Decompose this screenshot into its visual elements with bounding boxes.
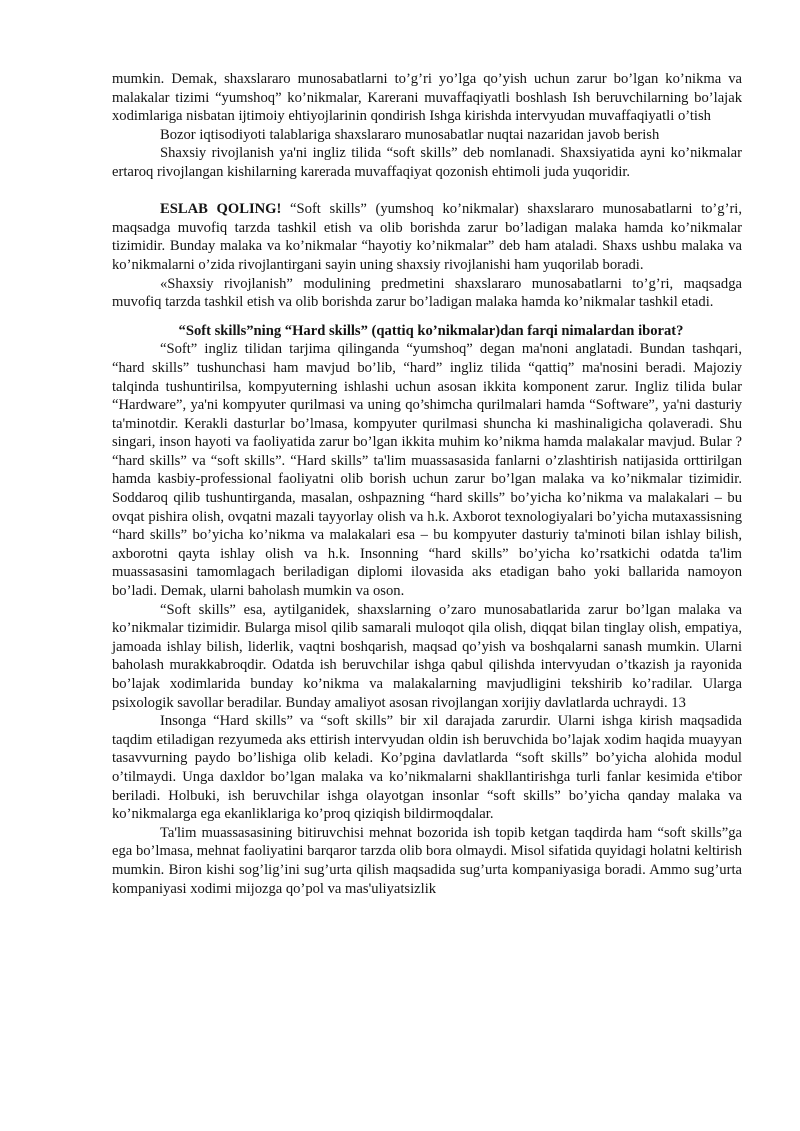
- paragraph-module-subject: «Shaxsiy rivojlanish” modulining predmetini shaxslararo munosabatlarni to’g’ri, maqsadga muvofiq tarzda tashkil etish va olib borishda zarur bo’ladigan malaka hamda ko’nikmalar tashkil etadi.: [112, 275, 742, 311]
- paragraph-soft-skills: “Soft skills” esa, aytilganidek, shaxslarning o’zaro munosabatlarida zarur bo’lgan malaka va ko’nikmalar tizimidir. Bularga misol qilib samarali muloqot qila olish, diqqat bilan tinglay olish, empatiya, jamoada ishlay bilish, liderlik, vaqtni boshqarish, maqsad qo’yish va boshqalarni sanash mumkin. Ularni baholash murakkabroqdir. Odatda ish beruvchilar ishga qabul qilishda intervyudan o’tkazish ja rayonida bo’lajak xodimlarida bunday ko’nikma va malakalarning mavjudligini tekshirib ko’radilar. Ularga psixologik savollar beradilar. Bunday amaliyot asosan rivojlangan xorijiy davlatlarda uchraydi. 13: [112, 601, 742, 711]
- paragraph-market-requirements: Bozor iqtisodiyoti talablariga shaxslararo munosabatlar nuqtai nazaridan javob berish: [160, 126, 660, 143]
- remember-lead: ESLAB QOLING!: [160, 201, 282, 218]
- paragraph-remember: [112, 200, 742, 274]
- paragraph-hard-skills: “Soft” ingliz tilidan tarjima qilinganda “yumshoq” degan ma'noni anglatadi. Bundan tashqari, “hard skills” tushunchasi ham mavjud bo’lib, “hard” ingliz tilida “qattiq” ma'nosini beradi. Majoziy talqinda tushuntirilsa, kompyuterning ishlashi uchun asosan ikkita komponent zarur. Ingliz tilida bular “Hardware”, ya'ni kompyuter qurilmasi va uning qo’shimcha qurilmalari hamda “Software”, ya'ni dasturiy ta'minotdir. Kerakli dasturlar bo’lmasa, kompyuter qurilmasi shuncha ki mashinaligicha qolaveradi. Shu singari, inson hayoti va faoliyatida zarur bo’lgan ikkita muhim ko’nikma hamda malakalar mavjud. Bular ? “hard skills” va “soft skills”. “Hard skills” ta'lim muassasasida fanlarni o’zlashtirish natijasida orttirilgan hamda kasbiy-professional faoliyatni olib borish uchun zarur bo’lgan malaka va ko’nikmalar tizimidir. Soddaroq qilib tushuntirganda, masalan, oshpazning “hard skills” bo’yicha ko’nikma va malakalari – bu ovqat pishira olish, ovqatni mazali tayyorlay olish va h.k. Axborot texnologiyalari bo’yicha mutaxassisning “hard skills” bo’yicha ko’nikma va malakalari esa – bu kompyuter dasturiy ta'minoti bilan ishlay bilish, axborotni qayta ishlay olish va h.k. Insonning “hard skills” bo’yicha ko’rsatkichi odatda ta'lim muassasasini tamomlagach beriladigan diplomi ilovasida aks etadigan baho yoki ballarida namoyon bo’ladi. Demak, ularni baholash mumkin va oson.: [112, 341, 742, 600]
- remember-text: “Soft skills” (yumshoq ko’nikmalar) shaxslararo munosabatlarni to’g’ri, maqsadga muvofiq tarzda tashkil etish va olib borishda zarur bo’ladigan malaka hamda ko’nikmalar tizimidir. Bunday malaka va ko’nikmalar “hayotiy ko’nikmalar” deb ham ataladi. Shaxs ushbu malaka va ko’nikmalarni o’zida rivojlantirgani sayin uning shaxsiy rivojlanishi ham yuqorilab boradi.: [112, 201, 743, 273]
- paragraph-continuation: mumkin. Demak, shaxslararo munosabatlarni to’g’ri yo’lga qo’yish uchun zarur bo’lgan ko’nikma va malakalar tizimi “yumshoq” ko’nikmalar, Karerani muvaffaqiyatli boshlash Ish beruvchilarning bo’lajak xodimlariga nisbatan ijtimoiy ehtiyojlarinin qondirish Ishga kirishda intervyudan muvaffaqiyatli o’tish: [112, 71, 742, 125]
- paragraph-spacer: [112, 182, 742, 201]
- paragraph-graduate-example: Ta'lim muassasasining bitiruvchisi mehnat bozorida ish topib ketgan taqdirda ham “soft skills”ga ega bo’lmasa, mehnat faoliyatini barqaror tarzda olib bora olmaydi. Misol sifatida quyidagi holatni keltirish mumkin. Biron kishi sog’lig’ini sug’urta qilish maqsadida sug’urta kompaniyasiga boradi. Ammo sug’urta kompaniyasi xodimi mijozga qo’pol va mas'uliyatsizlik: [112, 824, 742, 897]
- paragraph-both-skills: Insonga “Hard skills” va “soft skills” bir xil darajada zarurdir. Ularni ishga kirish maqsadida taqdim etiladigan rezyumeda aks ettirish intervyudan oldin ish beruvchida bo’lajak xodim haqida muayyan tasavvurning paydo bo’lishiga olib keladi. Ko’pgina davlatlarda “soft skills” bo’yicha alohida modul o’tilmaydi. Unga daxldor bo’lgan malaka va ko’nikmalarni shakllantirishga turli fanlar kesimida e'tibor beriladi. Holbuki, ish beruvchilar ishga olayotgan insonlar “soft skills” bo’yicha qanday malaka va ko’nikmalarga ega ekanliklariga ko’proq qiziqish bildirmoqdalar.: [112, 713, 742, 823]
- section-heading: “Soft skills”ning “Hard skills” (qattiq ko’nikmalar)dan farqi nimalardan iborat?: [178, 322, 684, 339]
- paragraph-personal-development: Shaxsiy rivojlanish ya'ni ingliz tilida “soft skills” deb nomlanadi. Shaxsiyatida ayni ko’nikmalar ertaroq rivojlangan kishilarning karerada muvaffaqiyat qozonish ehtimoli juda yuqoridir.: [112, 145, 742, 180]
